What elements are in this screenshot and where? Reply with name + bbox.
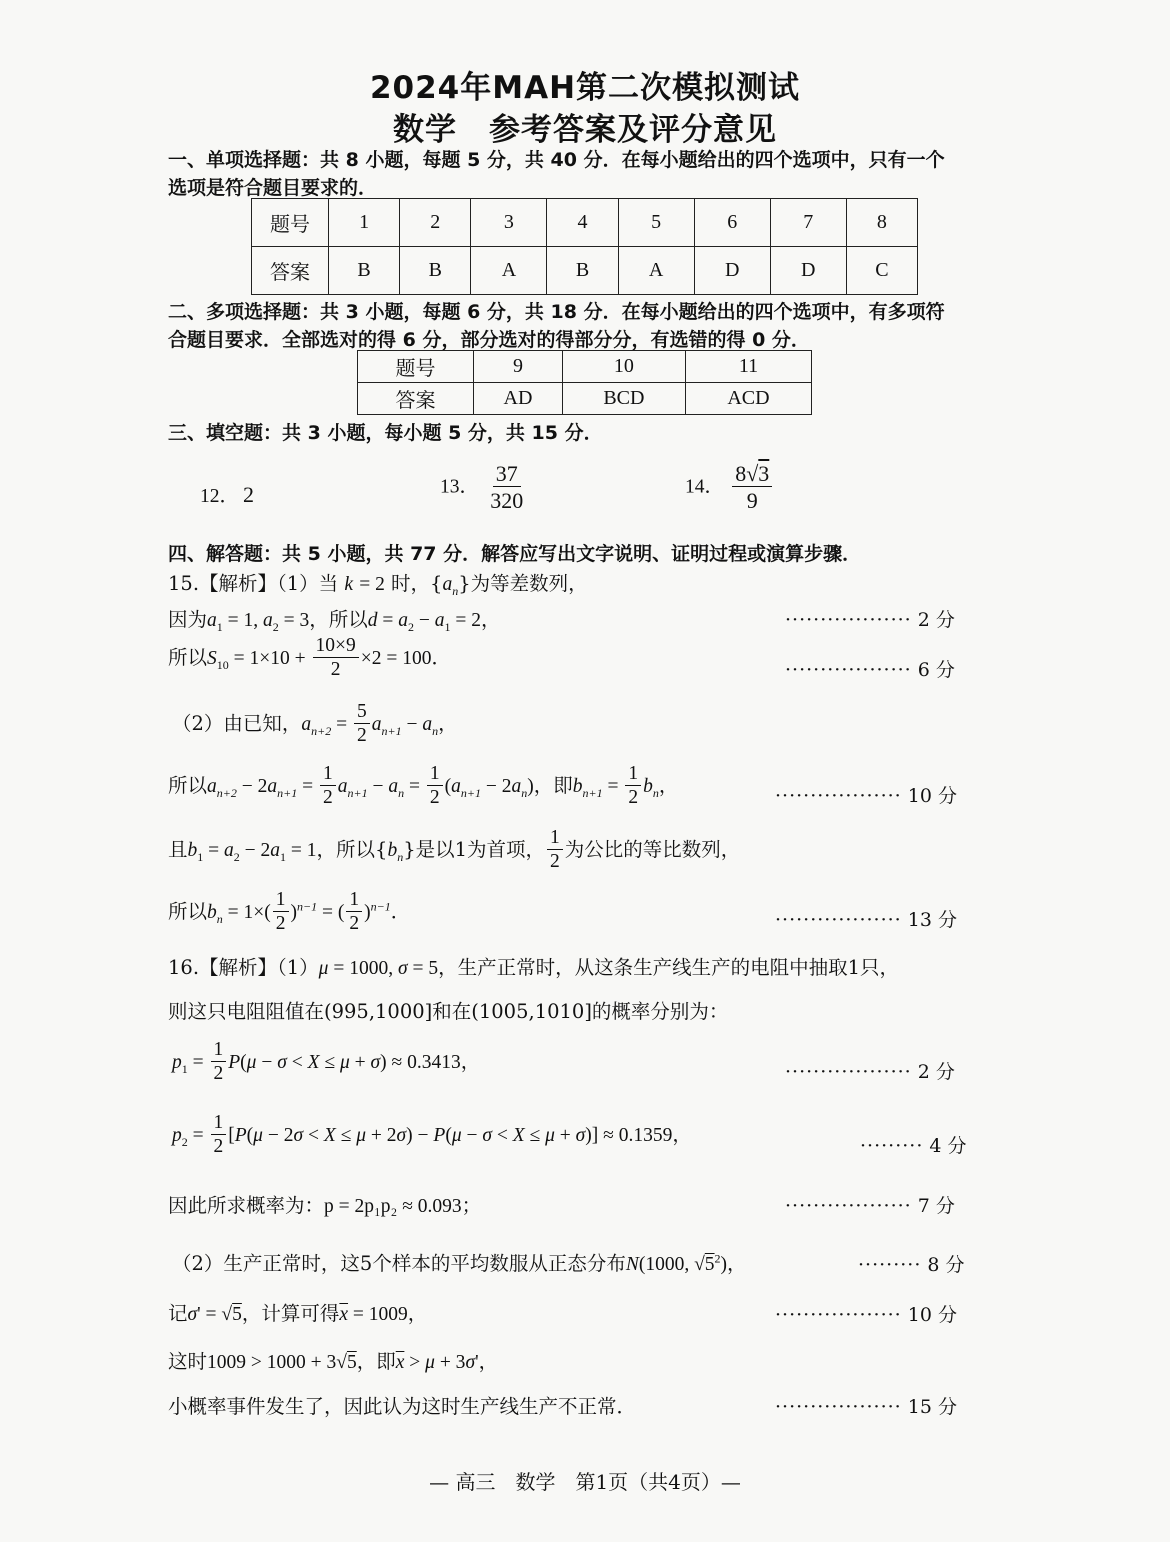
q15-line7: 所以$b_n = 1\times$( $\frac{1}{2}$ )$^{n-1}$ = ( $\frac{1}{2}$ )$^{n-1}$．: [168, 889, 411, 935]
table-cell: AD: [474, 383, 563, 415]
table-cell: 9: [474, 351, 563, 383]
score: 6 分: [917, 659, 955, 681]
score-marker: ·················· 15 分: [775, 1396, 957, 1418]
table-cell: B: [329, 247, 400, 295]
q16-line7: 记σ' = √5，计算可得$\overline{x} = 1009$，: [168, 1302, 428, 1325]
text: ，即: [533, 773, 573, 797]
text: 为公比的等比数列，: [564, 837, 741, 861]
q15-line3: 所以$S_{10} = 1\times 10$ + $\frac{10\times 9}{2}$ ×2 = 100．: [168, 635, 452, 681]
table-cell: 5: [618, 199, 694, 247]
section2-heading-line1: 二、多项选择题：共 3 小题，每题 6 分，共 18 分．在每小题给出的四个选项中，有多项符: [168, 301, 945, 323]
text: ，所以: [316, 837, 376, 861]
table-cell: 7: [770, 199, 846, 247]
answer-14-fraction: [732, 462, 772, 512]
answer-12: [200, 480, 254, 508]
q16-line2: 则这只电阻阻值在(995,1000]和在(1005,1010]的概率分别为：: [168, 1000, 729, 1023]
text: 因此所求概率为：: [168, 1194, 325, 1217]
table-row-questions: [358, 351, 812, 383]
text: 记: [168, 1302, 188, 1325]
single-choice-answer-table: [251, 198, 918, 295]
score: 13 分: [907, 909, 957, 931]
q15-line2: 因为$a_1 = 1$, $a_2 = 3$，所以$d = a_2 - a_1 = 2$，: [168, 608, 501, 634]
section3-heading: 三、填空题：共 3 小题，每小题 5 分，共 15 分．: [168, 422, 603, 444]
score: 10 分: [907, 1304, 957, 1326]
table-cell: BCD: [562, 383, 685, 415]
score: 15 分: [907, 1396, 957, 1418]
q16-line5: [168, 1190, 481, 1218]
numerator-radicand: 3: [758, 461, 770, 486]
table-cell: D: [770, 247, 846, 295]
score: 2 分: [917, 609, 955, 631]
table-cell: 6: [694, 199, 770, 247]
section2-heading-line2: 合题目要求．全部选对的得 6 分，部分选对的得部分分，有选错的得 0 分．: [168, 329, 810, 351]
table-cell: 3: [471, 199, 547, 247]
score-marker: ·················· 6 分: [785, 659, 955, 681]
multi-choice-answer-table: [357, 350, 812, 415]
score-marker: ·················· 2 分: [785, 1061, 955, 1083]
row-label-answer: 答案: [358, 383, 474, 415]
text: （2）生产正常时，这5个样本的平均数服从正态分布: [172, 1252, 626, 1275]
score-marker: ········· 8 分: [858, 1254, 965, 1276]
q16-line8: 这时1009 > 1000 + 3√5，即$\overline{x} > \mu + 3\sigma'$，: [168, 1350, 499, 1373]
table-cell: A: [471, 247, 547, 295]
score: 10 分: [907, 785, 957, 807]
answer-14-label: 14．: [685, 476, 725, 498]
q15-intro: 15.【解析】（1）当: [168, 572, 339, 595]
table-cell: 2: [400, 199, 471, 247]
row-label-answer: 答案: [252, 247, 329, 295]
numerator-coefficient: 8: [735, 461, 747, 486]
table-cell: B: [400, 247, 471, 295]
text: ，即: [356, 1350, 396, 1373]
table-cell: C: [846, 247, 917, 295]
table-cell: 11: [685, 351, 811, 383]
score: 4 分: [929, 1135, 967, 1157]
q16-p2-line: $p_2$ = $\frac{1}{2}$ [P(μ − 2σ < X ≤ μ + 2σ) − P(μ − σ < X ≤ μ + σ)] ≈ 0.1359，: [172, 1112, 692, 1158]
text: ，所以: [309, 608, 368, 631]
text: （2）由已知，: [172, 711, 302, 735]
score: 2 分: [917, 1061, 955, 1083]
answer-13: [440, 462, 528, 512]
answer-13-numerator: 37: [493, 462, 521, 487]
answer-14-denominator: 9: [746, 488, 758, 514]
score: 7 分: [917, 1195, 955, 1217]
table-row-answers: [358, 383, 812, 415]
table-cell: B: [547, 247, 618, 295]
q15-intro-tail: 为等差数列，: [470, 572, 588, 595]
answer-12-label: 12．: [200, 486, 240, 507]
q16-intro-tail: ，生产正常时，从这条生产线生产的电阻中抽取1只，: [438, 956, 900, 979]
probability-result: p = 2p₁p₂ ≈ 0.093；: [324, 1196, 482, 1217]
table-cell: 1: [329, 199, 400, 247]
section4-heading: 四、解答题：共 5 小题，共 77 分．解答应写出文字说明、证明过程或演算步骤．: [168, 543, 862, 565]
score: 8 分: [927, 1254, 965, 1276]
answer-14: [685, 462, 774, 512]
p1-value: ≈ 0.3413，: [391, 1051, 481, 1073]
text: 所以: [168, 773, 208, 797]
score-marker: ·················· 13 分: [775, 909, 957, 931]
page-title: 2024年MAH第二次模拟测试: [369, 70, 801, 106]
table-cell: 10: [562, 351, 685, 383]
section1-heading-line2: 选项是符合题目要求的．: [168, 177, 378, 199]
table-cell: 4: [547, 199, 618, 247]
score-marker: ·················· 10 分: [775, 785, 957, 807]
text: ，计算可得: [241, 1302, 340, 1325]
p2-value: ≈ 0.1359，: [603, 1124, 692, 1146]
section1-heading-line1: 一、单项选择题：共 8 小题，每题 5 分，共 40 分．在每小题给出的四个选项中，只有一个: [168, 149, 945, 171]
table-cell: A: [618, 247, 694, 295]
row-label-question: 题号: [252, 199, 329, 247]
table-cell: ACD: [685, 383, 811, 415]
answer-13-denominator: 320: [490, 488, 524, 514]
page-footer: — 高三 数学 第1页（共4页）—: [429, 1470, 741, 1494]
text: 是以1为首项，: [415, 837, 546, 861]
q16-line9: 小概率事件发生了，因此认为这时生产线生产不正常．: [168, 1395, 637, 1418]
text: 这时: [168, 1350, 208, 1373]
page-subtitle: 数学 参考答案及评分意见: [393, 112, 777, 148]
score-marker: ·················· 2 分: [785, 609, 955, 631]
q15-line5: 所以$a_{n+2} - 2a_{n+1}$ = $\frac{1}{2}$ $a_{n+1} - a_n$ = $\frac{1}{2}$ $(a_{n+1} - 2a_n)$，即$b_{n+1}$ = $\frac{1}{2}$ $b_n$，: [168, 763, 679, 809]
q15-line1: 15.【解析】（1）当 k = 2 时，$\{a_n\}$为等差数列，: [168, 572, 588, 598]
text: 所以: [168, 899, 208, 923]
q15-line6: 且$b_1 = a_2 - 2a_1 = 1$，所以$\{b_n\}$是以1为首项， $\frac{1}{2}$ 为公比的等比数列，: [168, 827, 741, 873]
answer-14-numerator: 8√3: [732, 462, 772, 487]
q16-line6: （2）生产正常时，这5个样本的平均数服从正态分布N(1000, $√5^2$)，: [172, 1251, 747, 1275]
table-row-questions: [252, 199, 918, 247]
row-label-question: 题号: [358, 351, 474, 383]
table-cell: 8: [846, 199, 917, 247]
answer-13-fraction: [487, 462, 526, 512]
score-marker: ·················· 7 分: [785, 1195, 955, 1217]
answer-12-value: 2: [243, 482, 255, 507]
table-cell: D: [694, 247, 770, 295]
text: 且: [168, 837, 188, 861]
q16-line1: 16.【解析】（1）μ = 1000, σ = 5，生产正常时，从这条生产线生产的电阻中抽取1只，: [168, 956, 900, 979]
answer-13-label: 13．: [440, 476, 480, 498]
text: 所以: [168, 645, 208, 669]
score-marker: ········· 4 分: [860, 1135, 967, 1157]
text: 因为: [168, 608, 208, 631]
score-marker: ·················· 10 分: [775, 1304, 957, 1326]
q16-p1-line: $p_1$ = $\frac{1}{2}$ P(μ − σ < X ≤ μ + σ) ≈ 0.3413，: [172, 1039, 481, 1085]
q15-line4: （2）由已知，$a_{n+2}$ = $\frac{5}{2}$ $a_{n+1} - a_n$，: [172, 701, 458, 747]
table-row-answers: [252, 247, 918, 295]
q16-intro: 16.【解析】（1）: [168, 956, 319, 979]
